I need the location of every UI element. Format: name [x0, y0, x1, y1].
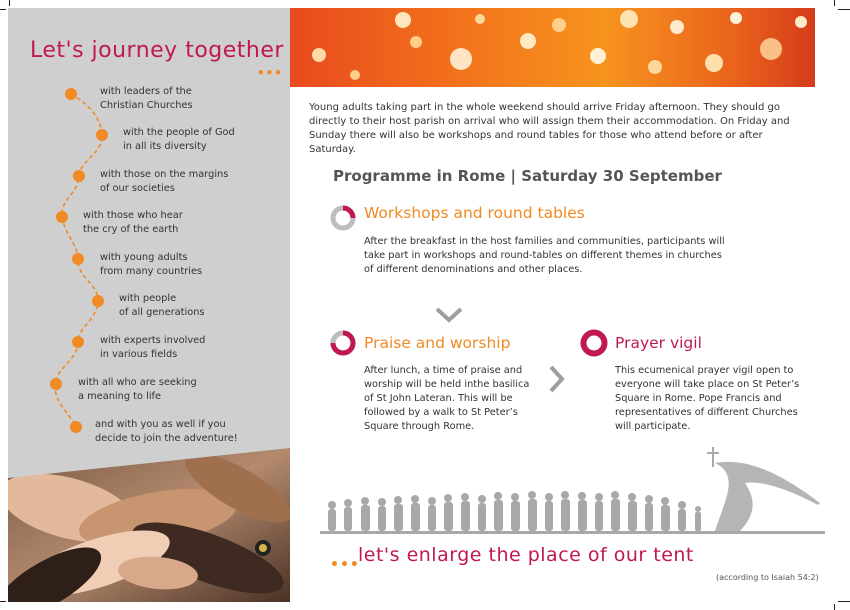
journey-item: with the people of God in all its diversity — [123, 127, 235, 152]
journey-item: with those on the margins of our societies — [100, 169, 229, 194]
crop-mark — [9, 0, 10, 6]
vigil-text: This ecumenical prayer vigil open to everyone will take place on St Peter’s Square in Rome. Pope Francis and representatives of different Churches will participate. — [615, 365, 800, 432]
journey-item: with young adults from many countries — [100, 252, 203, 277]
journey-item: with experts involved in various fields — [100, 335, 206, 360]
bokeh-banner — [290, 8, 815, 87]
crop-mark — [838, 601, 850, 602]
journey-item: and with you as well if you decide to join the adventure! — [95, 419, 238, 444]
workshops-text: After the breakfast in the host families and communities, participants will take part in workshops and round-tables on different themes in churches of different denominations and other places. — [364, 236, 725, 275]
journey-dot — [73, 170, 85, 182]
tagline: let's enlarge the place of our tent — [358, 544, 694, 566]
left-panel-title: Let's journey together — [30, 38, 284, 63]
crop-mark — [0, 601, 6, 602]
crop-mark — [838, 9, 850, 10]
journey-dot — [72, 336, 84, 348]
footer-dots: ••• — [330, 557, 360, 573]
journey-dot — [96, 129, 108, 141]
journey-item: with leaders of the Christian Churches — [100, 86, 193, 111]
crop-mark — [834, 0, 835, 6]
journey-dot — [70, 421, 82, 433]
journey-item: with people of all generations — [119, 293, 205, 318]
journey-dot — [92, 295, 104, 307]
praise-text: After lunch, a time of praise and worship will be held inthe basilica of St John Lateran. This will be followed by a walk to St Peter’s Square through Rome. — [364, 365, 530, 432]
left-panel — [8, 8, 290, 602]
journey-dot — [65, 88, 77, 100]
chevron-down-icon — [434, 306, 464, 324]
hands-photo — [8, 448, 290, 602]
workshops-title: Workshops and round tables — [364, 204, 585, 222]
title-dots: ••• — [257, 66, 284, 80]
crop-mark — [0, 9, 6, 10]
intro-paragraph: Young adults taking part in the whole weekend should arrive Friday afternoon. They should go directly to their host parish on arrival who will assign them their accommodation. On Friday and Sunday there will also be workshops and round tables for those who attend before or after Saturday. — [309, 102, 790, 155]
programme-title: Programme in Rome | Saturday 30 September — [333, 167, 722, 185]
vigil-title: Prayer vigil — [615, 334, 702, 352]
crop-mark — [834, 604, 835, 610]
ring-icon — [329, 204, 357, 232]
citation: (according to Isaiah 54:2) — [716, 573, 819, 582]
journey-dot — [56, 211, 68, 223]
ring-icon — [579, 328, 609, 358]
journey-item: with those who hear the cry of the earth — [83, 210, 183, 235]
journey-dot — [50, 378, 62, 390]
ring-icon — [329, 329, 357, 357]
chevron-right-icon — [548, 364, 566, 394]
praise-title: Praise and worship — [364, 334, 511, 352]
crowd-tent-illustration — [320, 445, 825, 540]
journey-dot — [72, 253, 84, 265]
journey-item: with all who are seeking a meaning to life — [78, 377, 197, 402]
